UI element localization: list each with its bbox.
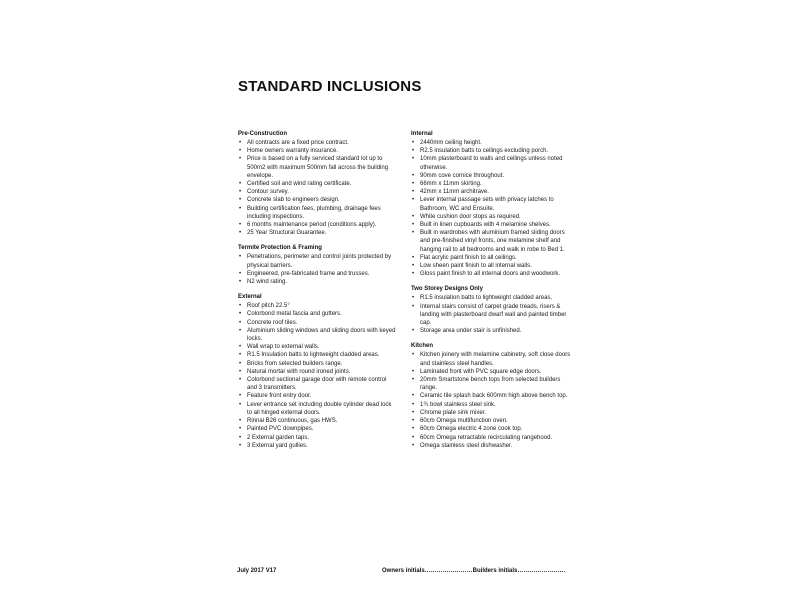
list-item: • Wall wrap to external walls. — [238, 343, 398, 351]
list-item: • 60cm Omega electric 4 zone cook top. — [411, 425, 571, 433]
list-item: • 2440mm ceiling height. — [411, 139, 571, 147]
list-item: • Low sheen paint finish to all internal walls. — [411, 262, 571, 270]
section-heading: External — [238, 294, 262, 301]
list-item: • 66mm x 11mm skirting. — [411, 180, 571, 188]
list-item: • Concrete roof tiles. — [238, 319, 398, 327]
list-item: • R1.5 insulation batts to lightweight cladded areas. — [411, 294, 571, 302]
section-internal — [411, 130, 571, 278]
section-heading: Internal — [411, 131, 433, 137]
section-termite-protection-framing — [238, 244, 398, 286]
list-item: • Price is based on a fully serviced standard lot up to 500m2 with maximum 500mm fall across the building envelope. — [238, 155, 398, 180]
list-item: • Gloss paint finish to all internal doors and woodwork. — [411, 270, 571, 278]
list-item: • 90mm cove cornice throughout. — [411, 172, 571, 180]
inclusion-list — [238, 302, 398, 450]
section-two-storey-designs-only — [411, 285, 571, 335]
list-item: • Aluminium sliding windows and sliding doors with keyed locks. — [238, 327, 398, 343]
inclusion-list — [411, 294, 571, 335]
list-item: • R1.5 Insulation batts to lightweight cladded areas. — [238, 351, 398, 359]
list-item: • Laminated front with PVC square edge doors. — [411, 368, 571, 376]
list-item: • 25 Year Structural Guarantee. — [238, 229, 398, 237]
list-item: • 20mm Smartstone bench tops from selected builders range. — [411, 376, 571, 392]
list-item: • Kitchen joinery with melamine cabinetry, soft close doors and stainless steel handles. — [411, 351, 571, 367]
list-item: • Lever internal passage sets with privacy latches to Bathroom, WC and Ensuite. — [411, 196, 571, 212]
version-label: July 2017 V17 — [237, 568, 277, 574]
list-item: • Home owners warranty insurance. — [238, 147, 398, 155]
section-external — [238, 293, 398, 450]
list-item: • 60cm Omega multifunction oven. — [411, 417, 571, 425]
list-item: • 42mm x 11mm architrave. — [411, 188, 571, 196]
list-item: • Lever entrance set including double cylinder dead lock to all hinged external doors. — [238, 401, 398, 417]
section-heading: Kitchen — [411, 343, 434, 350]
list-item: • Internal stairs consist of carpet grade treads, risers & landing with plasterboard dwarf wall and painted timber cap. — [411, 303, 571, 328]
list-item: • 3 External yard gullies. — [238, 442, 398, 450]
inclusion-list — [411, 139, 571, 278]
list-item: • Concrete slab to engineers design. — [238, 196, 398, 204]
list-item: • N2 wind rating. — [238, 278, 398, 286]
inclusion-list — [411, 351, 571, 449]
inclusion-list — [238, 139, 398, 237]
list-item: • Certified soil and wind rating certificate. — [238, 180, 398, 188]
list-item: • All contracts are a fixed price contract. — [238, 139, 398, 147]
list-item: • Storage area under stair is unfinished. — [411, 327, 571, 335]
list-item: • 60cm Omega retractable recirculating rangehood. — [411, 434, 571, 442]
list-item: • Flat acrylic paint finish to all ceilings. — [411, 254, 571, 262]
inclusion-list — [238, 253, 398, 286]
list-item: • 6 months maintenance period (conditions apply). — [238, 221, 398, 229]
list-item: • Chrome plate sink mixer. — [411, 409, 571, 417]
list-item: • Feature front entry door. — [238, 392, 398, 400]
page-title: STANDARD INCLUSIONS — [238, 78, 422, 95]
list-item: • Rinnai B26 continuous, gas HWS. — [238, 417, 398, 425]
list-item: • Roof pitch 22.5° — [238, 302, 398, 310]
list-item: • R2.5 insulation batts to ceilings excluding porch. — [411, 147, 571, 155]
list-item: • Built in linen cupboards with 4 melamine shelves. — [411, 221, 571, 229]
list-item: • Built in wardrobes with aluminium framed sliding doors and pre-finished vinyl fronts, one melamine shelf and hanging rail to all bedrooms and walk in robe to Bed 1. — [411, 229, 571, 254]
list-item: • Penetrations, perimeter and control joints protected by physical barriers. — [238, 253, 398, 269]
list-item: • Engineered, pre-fabricated frame and trusses. — [238, 270, 398, 278]
section-heading: Pre-Construction — [238, 131, 288, 137]
list-item: • Contour survey. — [238, 188, 398, 196]
list-item: • White cushion door stops as required. — [411, 213, 571, 221]
list-item: • Omega stainless steel dishwasher. — [411, 442, 571, 450]
list-item: • Colorbond sectional garage door with remote control and 3 transmitters. — [238, 376, 398, 392]
list-item: • Painted PVC downpipes. — [238, 425, 398, 433]
section-heading: Two Storey Designs Only — [411, 286, 483, 293]
list-item: • 10mm plasterboard to walls and ceilings unless noted otherwise. — [411, 155, 571, 171]
section-pre-construction — [238, 130, 398, 237]
section-heading: Termite Protection & Framing — [238, 245, 322, 252]
list-item: • 2 External garden taps. — [238, 434, 398, 442]
list-item: • Ceramic tile splash back 600mm high above bench top. — [411, 392, 571, 400]
section-kitchen — [411, 342, 571, 449]
left-column — [238, 130, 398, 457]
list-item: • Natural mortar with round ironed joints. — [238, 368, 398, 376]
list-item: • Colorbond metal fascia and gutters. — [238, 310, 398, 318]
right-column — [411, 130, 571, 457]
list-item: • Bricks from selected builders range. — [238, 360, 398, 368]
initials-line: Owners initials……………………Builders initials…………………… — [382, 568, 566, 574]
list-item: • Building certification fees, plumbing, drainage fees including inspections. — [238, 205, 398, 221]
list-item: • 1¾ bowl stainless steel sink. — [411, 401, 571, 409]
